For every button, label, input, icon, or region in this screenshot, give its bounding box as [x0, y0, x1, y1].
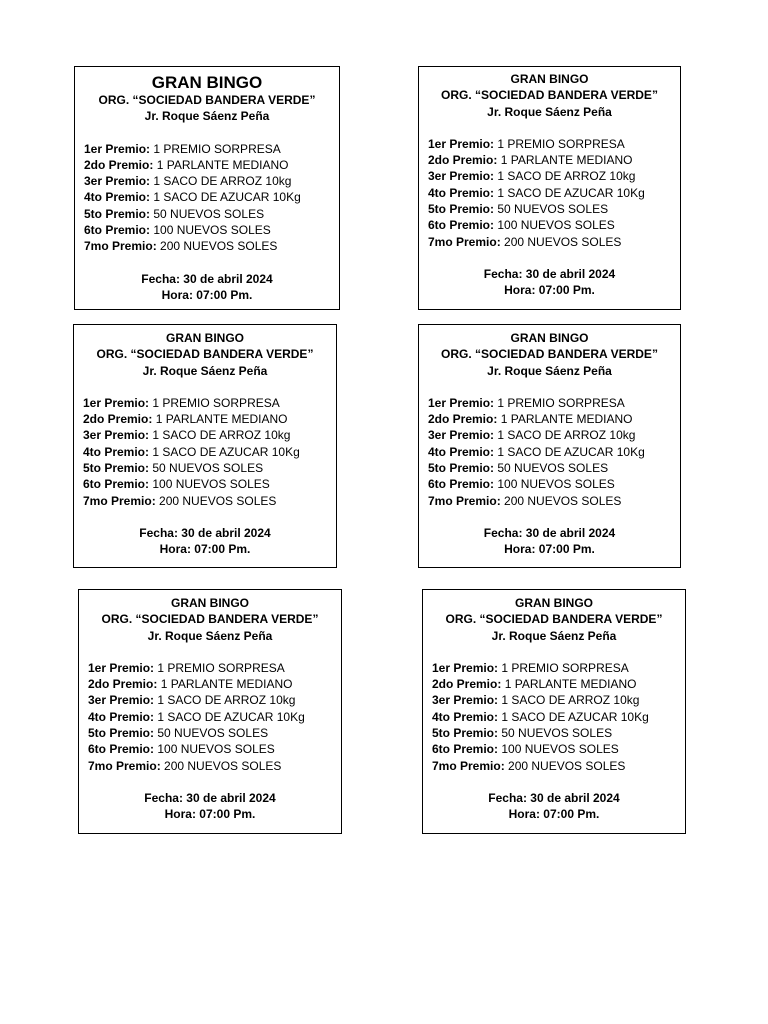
prize-label: 4to Premio:: [428, 185, 495, 200]
event-date: Fecha: 30 de abril 2024: [483, 266, 616, 281]
ticket-title: GRAN BINGO: [515, 596, 593, 610]
prize-value: 1 SACO DE ARROZ 10kg: [153, 174, 292, 189]
prize-label: 4to Premio:: [83, 444, 150, 459]
ticket-header: [419, 330, 680, 379]
event-time: Hora: 07:00 Pm.: [159, 542, 251, 557]
prize-label: 7mo Premio:: [84, 239, 157, 254]
prize-item: [84, 141, 339, 157]
prize-label: 3er Premio:: [83, 428, 150, 443]
prize-value: 200 NUEVOS SOLES: [160, 239, 278, 254]
prize-value: 1 PARLANTE MEDIANO: [500, 153, 633, 168]
prize-label: 5to Premio:: [83, 461, 150, 476]
prize-item: [83, 411, 336, 427]
prize-item: [88, 660, 341, 676]
event-date: Fecha: 30 de abril 2024: [483, 525, 616, 540]
prize-item: [432, 725, 685, 741]
prize-item: [84, 206, 339, 222]
ticket-address: Jr. Roque Sáenz Peña: [487, 104, 612, 119]
ticket-title: GRAN BINGO: [510, 331, 589, 345]
prize-label: 6to Premio:: [84, 223, 151, 238]
prize-label: 1er Premio:: [88, 660, 155, 675]
prize-value: 1 PREMIO SORPRESA: [152, 395, 280, 410]
prize-value: 50 NUEVOS SOLES: [152, 461, 264, 476]
prize-item: [88, 709, 341, 725]
prize-label: 6to Premio:: [88, 742, 155, 757]
prize-item: [428, 395, 680, 411]
bingo-ticket-4: [418, 324, 681, 568]
prize-value: 50 NUEVOS SOLES: [157, 726, 269, 741]
bingo-ticket-5: [78, 589, 342, 834]
prize-item: [83, 476, 336, 492]
prize-label: 4to Premio:: [88, 709, 155, 724]
prize-label: 3er Premio:: [428, 428, 495, 443]
event-time: Hora: 07:00 Pm.: [504, 283, 595, 298]
prize-value: 100 NUEVOS SOLES: [153, 223, 271, 238]
prize-list: [419, 136, 680, 250]
prize-value: 1 PREMIO SORPRESA: [497, 395, 625, 410]
ticket-header: [419, 71, 680, 120]
ticket-header: [74, 330, 336, 379]
ticket-footer: [74, 525, 336, 558]
bingo-ticket-3: [73, 324, 337, 568]
prize-list: [423, 660, 685, 774]
prize-label: 1er Premio:: [83, 395, 150, 410]
prize-label: 5to Premio:: [432, 726, 499, 741]
prize-item: [88, 758, 341, 774]
prize-value: 50 NUEVOS SOLES: [153, 206, 265, 221]
prize-value: 1 SACO DE AZUCAR 10Kg: [157, 709, 305, 724]
prize-label: 7mo Premio:: [83, 493, 156, 508]
prize-value: 1 PARLANTE MEDIANO: [504, 677, 637, 692]
prize-item: [432, 692, 685, 708]
prize-value: 100 NUEVOS SOLES: [501, 742, 619, 757]
prize-item: [83, 427, 336, 443]
prize-value: 1 PARLANTE MEDIANO: [156, 157, 289, 172]
prize-label: 1er Premio:: [84, 141, 151, 156]
prize-label: 7mo Premio:: [432, 758, 505, 773]
prize-label: 4to Premio:: [84, 190, 151, 205]
prize-label: 6to Premio:: [428, 477, 495, 492]
prize-list: [79, 660, 341, 774]
prize-value: 200 NUEVOS SOLES: [504, 493, 622, 508]
prize-value: 1 SACO DE AZUCAR 10Kg: [501, 709, 649, 724]
prize-label: 2do Premio:: [428, 412, 498, 427]
ticket-organizer: ORG. “SOCIEDAD BANDERA VERDE”: [98, 93, 316, 107]
prize-item: [84, 222, 339, 238]
prize-item: [432, 758, 685, 774]
prize-item: [428, 185, 680, 201]
prize-label: 2do Premio:: [432, 677, 502, 692]
prize-value: 200 NUEVOS SOLES: [164, 758, 282, 773]
prize-label: 2do Premio:: [84, 157, 154, 172]
event-date: Fecha: 30 de abril 2024: [141, 271, 273, 286]
prize-value: 1 SACO DE ARROZ 10kg: [152, 428, 291, 443]
prize-label: 7mo Premio:: [428, 234, 501, 249]
ticket-footer: [79, 790, 341, 823]
ticket-address: Jr. Roque Sáenz Peña: [144, 109, 270, 124]
prize-value: 100 NUEVOS SOLES: [152, 477, 270, 492]
prize-label: 2do Premio:: [83, 412, 153, 427]
prize-value: 1 PREMIO SORPRESA: [157, 660, 285, 675]
prize-value: 1 SACO DE AZUCAR 10Kg: [152, 444, 300, 459]
ticket-organizer: ORG. “SOCIEDAD BANDERA VERDE”: [441, 347, 658, 362]
ticket-organizer: ORG. “SOCIEDAD BANDERA VERDE”: [441, 88, 658, 103]
ticket-title: GRAN BINGO: [151, 73, 263, 92]
prize-value: 1 PARLANTE MEDIANO: [500, 412, 633, 427]
prize-item: [432, 741, 685, 757]
prize-label: 3er Premio:: [88, 693, 155, 708]
ticket-header: [423, 595, 685, 644]
ticket-address: Jr. Roque Sáenz Peña: [147, 628, 273, 643]
prize-item: [432, 676, 685, 692]
prize-list: [75, 141, 339, 255]
prize-value: 1 SACO DE AZUCAR 10Kg: [497, 185, 645, 200]
prize-label: 4to Premio:: [432, 709, 499, 724]
prize-label: 1er Premio:: [428, 395, 495, 410]
prize-value: 1 PREMIO SORPRESA: [501, 660, 629, 675]
prize-item: [428, 136, 680, 152]
prize-value: 1 PARLANTE MEDIANO: [160, 677, 293, 692]
bingo-ticket-1: [74, 66, 340, 310]
prize-item: [428, 168, 680, 184]
prize-item: [83, 493, 336, 509]
bingo-ticket-6: [422, 589, 686, 834]
prize-label: 1er Premio:: [428, 136, 495, 151]
prize-label: 5to Premio:: [88, 726, 155, 741]
bingo-ticket-2: [418, 66, 681, 310]
prize-list: [74, 395, 336, 509]
prize-value: 200 NUEVOS SOLES: [508, 758, 626, 773]
prize-item: [428, 411, 680, 427]
prize-value: 1 SACO DE ARROZ 10kg: [497, 428, 636, 443]
prize-value: 1 SACO DE AZUCAR 10Kg: [497, 444, 645, 459]
ticket-footer: [423, 790, 685, 823]
prize-item: [84, 189, 339, 205]
ticket-address: Jr. Roque Sáenz Peña: [142, 363, 268, 378]
prize-item: [88, 741, 341, 757]
prize-label: 4to Premio:: [428, 444, 495, 459]
ticket-footer: [419, 525, 680, 558]
prize-label: 7mo Premio:: [88, 758, 161, 773]
prize-item: [428, 217, 680, 233]
prize-value: 1 PARLANTE MEDIANO: [155, 412, 288, 427]
prize-value: 1 SACO DE AZUCAR 10Kg: [153, 190, 301, 205]
prize-label: 3er Premio:: [428, 169, 495, 184]
prize-value: 200 NUEVOS SOLES: [159, 493, 277, 508]
prize-value: 100 NUEVOS SOLES: [497, 477, 615, 492]
prize-label: 2do Premio:: [88, 677, 158, 692]
ticket-footer: [419, 266, 680, 299]
prize-value: 50 NUEVOS SOLES: [497, 461, 609, 476]
event-time: Hora: 07:00 Pm.: [164, 807, 256, 822]
prize-value: 50 NUEVOS SOLES: [501, 726, 613, 741]
ticket-address: Jr. Roque Sáenz Peña: [487, 363, 612, 378]
event-date: Fecha: 30 de abril 2024: [144, 790, 276, 805]
ticket-address: Jr. Roque Sáenz Peña: [491, 628, 617, 643]
prize-label: 7mo Premio:: [428, 493, 501, 508]
prize-value: 50 NUEVOS SOLES: [497, 202, 609, 217]
prize-item: [83, 444, 336, 460]
prize-item: [432, 709, 685, 725]
prize-list: [419, 395, 680, 509]
prize-value: 1 PREMIO SORPRESA: [153, 141, 281, 156]
ticket-organizer: ORG. “SOCIEDAD BANDERA VERDE”: [445, 612, 663, 627]
ticket-title: GRAN BINGO: [166, 331, 244, 345]
ticket-organizer: ORG. “SOCIEDAD BANDERA VERDE”: [96, 347, 314, 362]
prize-item: [428, 201, 680, 217]
prize-item: [88, 676, 341, 692]
prize-item: [428, 234, 680, 250]
prize-item: [84, 173, 339, 189]
prize-value: 1 PREMIO SORPRESA: [497, 136, 625, 151]
prize-label: 1er Premio:: [432, 660, 499, 675]
event-time: Hora: 07:00 Pm.: [161, 287, 253, 302]
prize-label: 6to Premio:: [432, 742, 499, 757]
prize-label: 3er Premio:: [432, 693, 499, 708]
prize-item: [83, 395, 336, 411]
prize-label: 6to Premio:: [428, 218, 495, 233]
prize-value: 100 NUEVOS SOLES: [157, 742, 275, 757]
ticket-footer: [75, 271, 339, 304]
prize-item: [83, 460, 336, 476]
prize-item: [428, 444, 680, 460]
prize-label: 5to Premio:: [428, 461, 495, 476]
prize-label: 5to Premio:: [84, 206, 151, 221]
prize-value: 1 SACO DE ARROZ 10kg: [157, 693, 296, 708]
prize-value: 1 SACO DE ARROZ 10kg: [501, 693, 640, 708]
ticket-header: [75, 73, 339, 125]
prize-item: [84, 157, 339, 173]
prize-label: 2do Premio:: [428, 153, 498, 168]
prize-item: [88, 725, 341, 741]
prize-value: 200 NUEVOS SOLES: [504, 234, 622, 249]
prize-item: [428, 476, 680, 492]
event-time: Hora: 07:00 Pm.: [508, 807, 600, 822]
ticket-organizer: ORG. “SOCIEDAD BANDERA VERDE”: [101, 612, 319, 627]
ticket-header: [79, 595, 341, 644]
event-date: Fecha: 30 de abril 2024: [139, 525, 271, 540]
prize-label: 6to Premio:: [83, 477, 150, 492]
ticket-title: GRAN BINGO: [171, 596, 249, 610]
prize-item: [88, 692, 341, 708]
prize-item: [432, 660, 685, 676]
ticket-title: GRAN BINGO: [510, 72, 589, 86]
prize-item: [428, 493, 680, 509]
prize-label: 3er Premio:: [84, 174, 151, 189]
prize-label: 5to Premio:: [428, 202, 495, 217]
event-date: Fecha: 30 de abril 2024: [488, 790, 620, 805]
prize-item: [428, 152, 680, 168]
prize-item: [84, 238, 339, 254]
prize-value: 1 SACO DE ARROZ 10kg: [497, 169, 636, 184]
prize-item: [428, 460, 680, 476]
event-time: Hora: 07:00 Pm.: [504, 542, 595, 557]
prize-value: 100 NUEVOS SOLES: [497, 218, 615, 233]
prize-item: [428, 427, 680, 443]
